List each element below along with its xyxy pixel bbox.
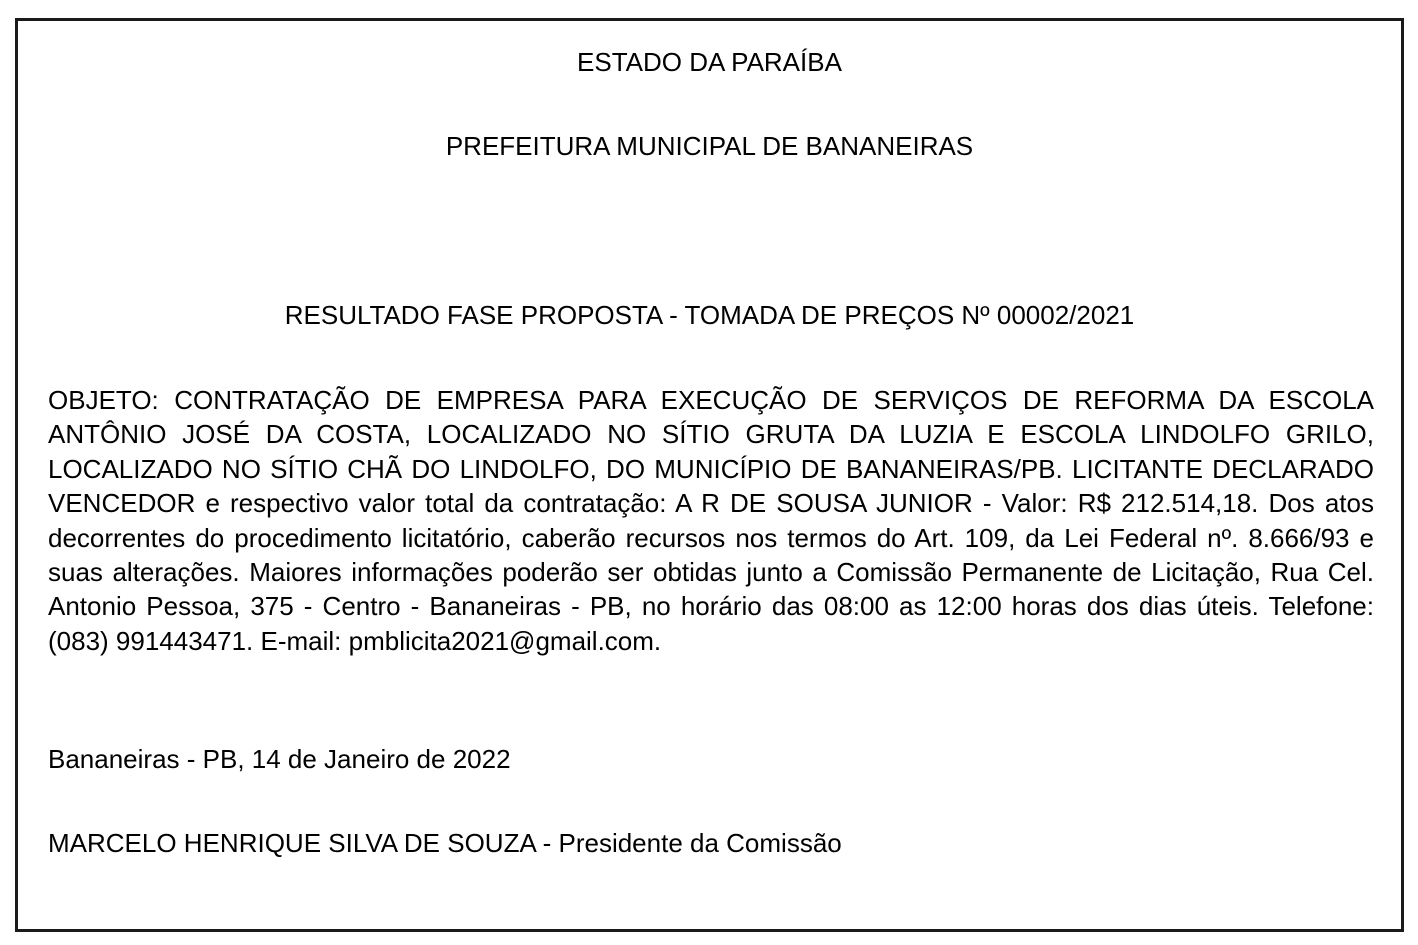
prefecture-heading: PREFEITURA MUNICIPAL DE BANANEIRAS [445, 131, 974, 161]
date-line: Bananeiras - PB, 14 de Janeiro de 2022 [48, 744, 511, 774]
notice-body: OBJETO: CONTRATAÇÃO DE EMPRESA PARA EXECUÇÃO DE SERVIÇOS DE REFORMA DA ESCOLA ANTÔNIO JOSÉ DA COSTA, LOCALIZADO NO SÍTIO GRUTA DA LUZIA E ESCOLA LINDOLFO GRILO, LOCALIZADO NO SÍTIO CHÃ DO LINDOLFO, DO MUNICÍPIO DE BANANEIRAS/PB. LICITANTE DECLARADO VENCEDOR e respectivo valor total da contratação: A R DE SOUSA JUNIOR - Valor: R$ 212.514,18. Dos atos decorrentes do procedimento licitatório, caberão recursos nos termos do Art. 109, da Lei Federal nº. 8.666/93 e suas alterações. Maiores informações poderão ser obtidas junto a Comissão Permanente de Licitação, Rua Cel. Antonio Pessoa, 375 - Centro - Bananeiras - PB, no horário das 08:00 as 12:00 horas dos dias úteis. Telefone: (083) 991443471. E-mail: pmblicita2021@gmail.com. [48, 385, 1374, 656]
signature-line: MARCELO HENRIQUE SILVA DE SOUZA - Presidente da Comissão [48, 828, 842, 858]
state-heading: ESTADO DA PARAÍBA [577, 47, 842, 77]
notice-title: RESULTADO FASE PROPOSTA - TOMADA DE PREÇOS Nº 00002/2021 [284, 300, 1135, 330]
notice-frame [15, 18, 1404, 932]
